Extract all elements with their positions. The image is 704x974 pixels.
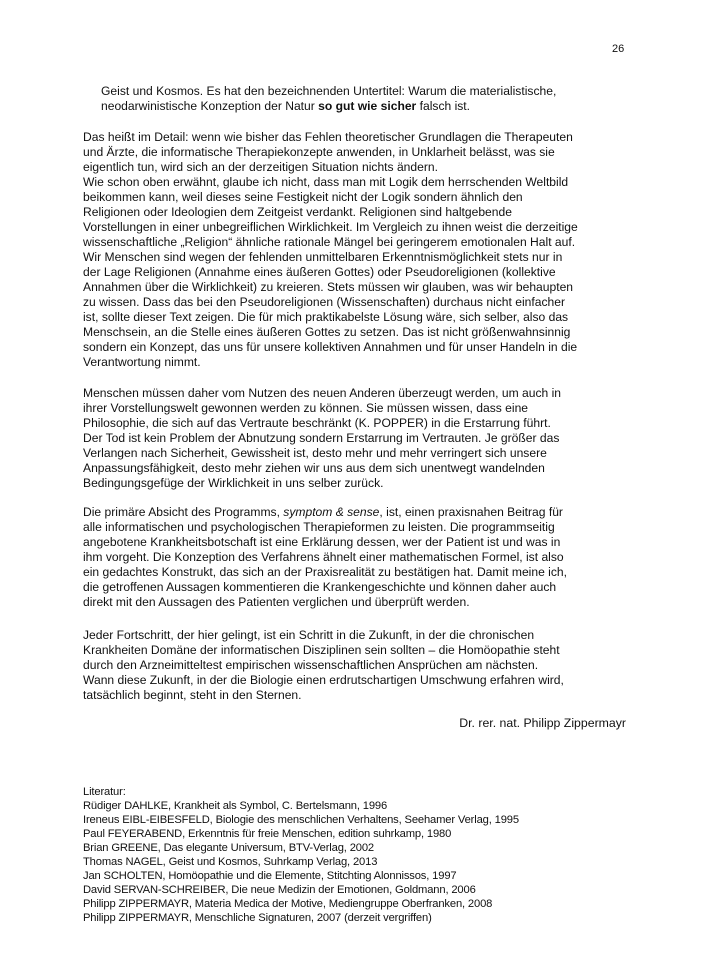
paragraph-1: [83, 130, 628, 370]
literature-item: Rüdiger DAHLKE, Krankheit als Symbol, C. Bertelsmann, 1996: [83, 800, 388, 812]
literature-item: Brian GREENE, Das elegante Universum, BTV-Verlag, 2002: [83, 842, 374, 854]
para3-first-text: Die primäre Absicht des Programms,: [83, 505, 284, 519]
paragraph-line: Menschen müssen daher vom Nutzen des neuen Anderen überzeugt werden, um auch in: [83, 386, 561, 400]
paragraph-line: ein gedachtes Konstrukt, das sich an der Praxisrealität zu bestätigen hat. Damit meine ich,: [83, 565, 568, 579]
paragraph-line: Wann diese Zukunft, in der die Biologie einen erdrutschartigen Umschwung erfahren wird,: [83, 673, 564, 687]
paragraph-line: Philosophie, die sich auf das Vertraute beschränkt (K. POPPER) in die Erstarrung führt.: [83, 416, 551, 430]
paragraph-line: die getroffenen Aussagen kommentieren die Krankengeschichte und können daher auch: [83, 580, 557, 594]
paragraph-line: Jeder Fortschritt, der hier gelingt, ist ein Schritt in die Zukunft, in der die chronischen: [83, 628, 535, 642]
paragraph-line: der Lage Religionen (Annahme eines äußeren Gottes) oder Pseudoreligionen (kollektive: [83, 265, 556, 279]
paragraph-line: Anpassungsfähigkeit, desto mehr ziehen wir uns aus dem sich unentwegt wandelnden: [83, 461, 545, 475]
paragraph-line: und Ärzte, die informatische Therapiekonzepte anwenden, in Unklarheit belässt, was sie: [83, 145, 555, 159]
program-name-italic: symptom & sense: [283, 505, 380, 519]
paragraph-line: Bedingungsgefüge der Wirklichkeit in uns selber zurück.: [83, 476, 384, 490]
literature-item: David SERVAN-SCHREIBER, Die neue Medizin der Emotionen, Goldmann, 2006: [83, 884, 476, 896]
paragraph-line: ihm vorgeht. Die Konzeption des Verfahrens ähnelt einer mathematischen Formel, ist also: [83, 550, 564, 564]
intro-bold-text: so gut wie sicher: [318, 99, 417, 113]
paragraph-line: angebotene Krankheitsbotschaft ist eine Erklärung dessen, wer der Patient ist und was in: [83, 535, 561, 549]
intro-line-2-end: falsch ist.: [416, 99, 471, 113]
literature-item: Ireneus EIBL-EIBESFELD, Biologie des menschlichen Verhaltens, Seehamer Verlag, 1995: [83, 814, 519, 826]
paragraph-line: direkt mit den Aussagen des Patienten verglichen und überprüft werden.: [83, 595, 470, 609]
paragraph-4: [83, 628, 628, 703]
literature-list: [83, 785, 643, 925]
paragraph-line: [83, 505, 628, 520]
paragraph-line: alle informatischen und psychologischen Therapieformen zu leisten. Die programmseitig: [83, 520, 555, 534]
paragraph-line: durch den Arzneimitteltest empirischen wissenschaftlichen Ansprüchen am nächsten.: [83, 658, 539, 672]
author-signature: Dr. rer. nat. Philipp Zippermayr: [459, 716, 626, 730]
paragraph-line: ihrer Vorstellungswelt gewonnen werden zu können. Sie müssen wissen, dass eine: [83, 401, 529, 415]
paragraph-line: eigentlich tun, wird sich an der derzeitigen Situation nichts ändern.: [83, 160, 438, 174]
para3-first-end: , ist, einen praxisnahen Beitrag für: [379, 505, 563, 519]
paragraph-line: Wie schon oben erwähnt, glaube ich nicht, dass man mit Logik dem herrschenden Weltbild: [83, 175, 569, 189]
page-number: 26: [612, 43, 625, 55]
paragraph-line: tatsächlich beginnt, steht in den Sternen.: [83, 688, 302, 702]
paragraph-line: Der Tod ist kein Problem der Abnutzung sondern Erstarrung im Vertrauten. Je größer das: [83, 431, 560, 445]
paragraph-line: Vorstellungen in einer unbegreiflichen Wirklichkeit. Im Vergleich zu ihnen weist die derzeitige: [83, 220, 578, 234]
literature-heading: Literatur:: [83, 786, 126, 798]
paragraph-line: beikommen kann, weil dieses seine Festigkeit nicht der Logik sondern ähnlich den: [83, 190, 523, 204]
literature-item: Jan SCHOLTEN, Homöopathie und die Elemente, Stitchting Alonnissos, 1997: [83, 870, 457, 882]
paragraph-line: Menschsein, an die Stelle eines äußeren Gottes zu setzen. Das ist nicht größenwahnsinnig: [83, 325, 571, 339]
paragraph-line: Verantwortung nimmt.: [83, 355, 201, 369]
literature-item: Thomas NAGEL, Geist und Kosmos, Suhrkamp Verlag, 2013: [83, 856, 378, 868]
paragraph-line: wissenschaftliche „Religion“ ähnliche rationale Mängel bei geringerem emotionalen Halt auf.: [83, 235, 576, 249]
intro-line-2: [101, 99, 626, 114]
literature-item: Philipp ZIPPERMAYR, Materia Medica der Motive, Mediengruppe Oberfranken, 2008: [83, 898, 493, 910]
paragraph-line: Verlangen nach Sicherheit, Gewissheit ist, desto mehr und mehr verringert sich unsere: [83, 446, 547, 460]
intro-paragraph: [101, 84, 626, 114]
paragraph-line: sondern ein Konzept, das uns für unsere kollektiven Annahmen und für unser Handeln in die: [83, 340, 578, 354]
paragraph-line: Krankheiten Domäne der informatischen Disziplinen sein sollten – die Homöopathie steht: [83, 643, 560, 657]
paragraph-3: [83, 505, 628, 610]
paragraph-line: Annahmen über die Wirklichkeit) zu kreieren. Stets müssen wir glauben, was wir behaupten: [83, 280, 574, 294]
literature-item: Philipp ZIPPERMAYR, Menschliche Signaturen, 2007 (derzeit vergriffen): [83, 912, 432, 924]
intro-line-1: Geist und Kosmos. Es hat den bezeichnenden Untertitel: Warum die materialistische,: [101, 84, 557, 98]
paragraph-line: ist, sollte dieser Text zeigen. Die für mich praktikabelste Lösung wäre, sich selber, also das: [83, 310, 569, 324]
paragraph-line: Das heißt im Detail: wenn wie bisher das Fehlen theoretischer Grundlagen die Therapeuten: [83, 130, 573, 144]
paragraph-2: [83, 386, 628, 491]
intro-line-2-text: neodarwinistische Konzeption der Natur: [101, 99, 319, 113]
literature-item: Paul FEYERABEND, Erkenntnis für freie Menschen, edition suhrkamp, 1980: [83, 828, 452, 840]
paragraph-line: zu wissen. Dass das bei den Pseudoreligionen (Wissenschaften) durchaus nicht einfacher: [83, 295, 565, 309]
paragraph-line: Religionen oder Ideologien dem Zeitgeist verdankt. Religionen sind haltgebende: [83, 205, 512, 219]
paragraph-line: Wir Menschen sind wegen der fehlenden unmittelbaren Erkenntnismöglichkeit stets nur in: [83, 250, 563, 264]
